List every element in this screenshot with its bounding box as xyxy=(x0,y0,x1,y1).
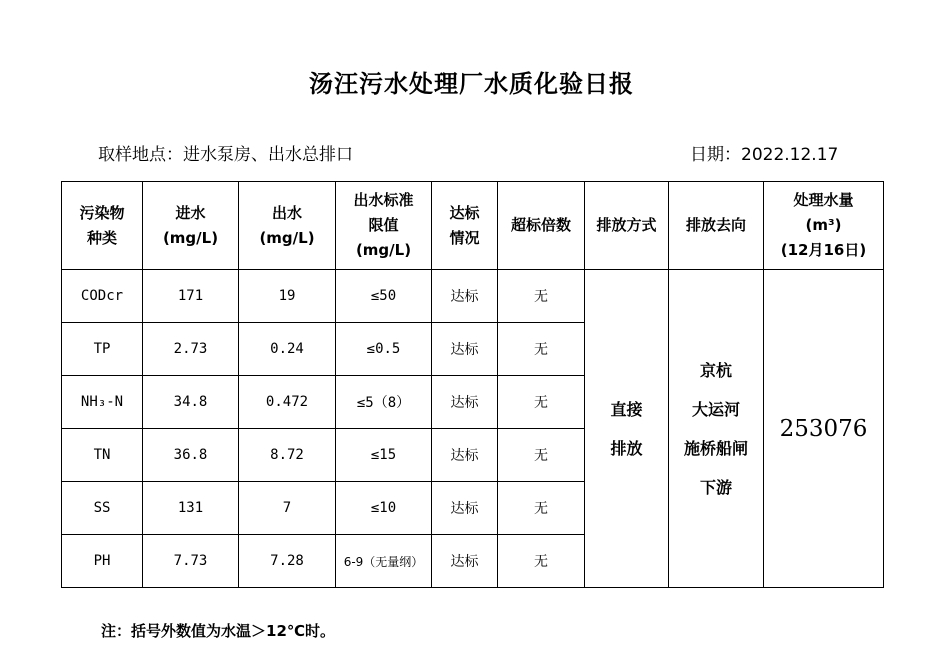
cell-inflow: 131 xyxy=(143,482,239,535)
header-treated-volume: 处理水量 (m³) (12月16日) xyxy=(764,182,884,270)
report-date: 日期：2022.12.17 xyxy=(690,145,839,165)
header-pollutant: 污染物 种类 xyxy=(62,182,143,270)
cell-inflow: 7.73 xyxy=(143,535,239,588)
cell-limit: 6-9（无量纲） xyxy=(336,535,432,588)
cell-discharge-mode: 直接 排放 xyxy=(585,270,669,588)
cell-limit: ≤5（8） xyxy=(336,376,432,429)
cell-compliance: 达标 xyxy=(432,535,498,588)
cell-pollutant: CODcr xyxy=(62,270,143,323)
header-discharge-dest: 排放去向 xyxy=(669,182,764,270)
cell-limit: ≤15 xyxy=(336,429,432,482)
cell-outflow: 0.472 xyxy=(239,376,336,429)
cell-inflow: 34.8 xyxy=(143,376,239,429)
header-outflow: 出水 (mg/L) xyxy=(239,182,336,270)
cell-outflow: 8.72 xyxy=(239,429,336,482)
cell-compliance: 达标 xyxy=(432,323,498,376)
cell-limit: ≤10 xyxy=(336,482,432,535)
cell-inflow: 171 xyxy=(143,270,239,323)
cell-exceed: 无 xyxy=(498,270,585,323)
cell-compliance: 达标 xyxy=(432,376,498,429)
report-title: 汤汪污水处理厂水质化验日报 xyxy=(309,70,634,98)
cell-exceed: 无 xyxy=(498,429,585,482)
cell-inflow: 36.8 xyxy=(143,429,239,482)
cell-pollutant: SS xyxy=(62,482,143,535)
cell-pollutant: TN xyxy=(62,429,143,482)
header-discharge-mode: 排放方式 xyxy=(585,182,669,270)
cell-limit: ≤0.5 xyxy=(336,323,432,376)
cell-pollutant: PH xyxy=(62,535,143,588)
cell-compliance: 达标 xyxy=(432,270,498,323)
cell-compliance: 达标 xyxy=(432,482,498,535)
table-header-row xyxy=(62,182,884,270)
cell-outflow: 7 xyxy=(239,482,336,535)
water-quality-table xyxy=(61,181,884,588)
cell-limit: ≤50 xyxy=(336,270,432,323)
cell-pollutant: TP xyxy=(62,323,143,376)
cell-pollutant: NH₃-N xyxy=(62,376,143,429)
cell-treated-volume: 253076 xyxy=(764,270,884,588)
sampling-location: 取样地点：进水泵房、出水总排口 xyxy=(98,145,353,165)
cell-outflow: 19 xyxy=(239,270,336,323)
header-limit: 出水标准 限值 (mg/L) xyxy=(336,182,432,270)
header-exceed-multiple: 超标倍数 xyxy=(498,182,585,270)
header-inflow: 进水 (mg/L) xyxy=(143,182,239,270)
footnote: 注：括号外数值为水温＞12℃时。 xyxy=(101,622,336,640)
cell-exceed: 无 xyxy=(498,535,585,588)
header-compliance: 达标 情况 xyxy=(432,182,498,270)
cell-exceed: 无 xyxy=(498,482,585,535)
cell-outflow: 7.28 xyxy=(239,535,336,588)
cell-exceed: 无 xyxy=(498,323,585,376)
cell-exceed: 无 xyxy=(498,376,585,429)
cell-outflow: 0.24 xyxy=(239,323,336,376)
cell-compliance: 达标 xyxy=(432,429,498,482)
cell-inflow: 2.73 xyxy=(143,323,239,376)
table-row xyxy=(62,270,884,323)
cell-discharge-dest: 京杭 大运河 施桥船闸 下游 xyxy=(669,270,764,588)
